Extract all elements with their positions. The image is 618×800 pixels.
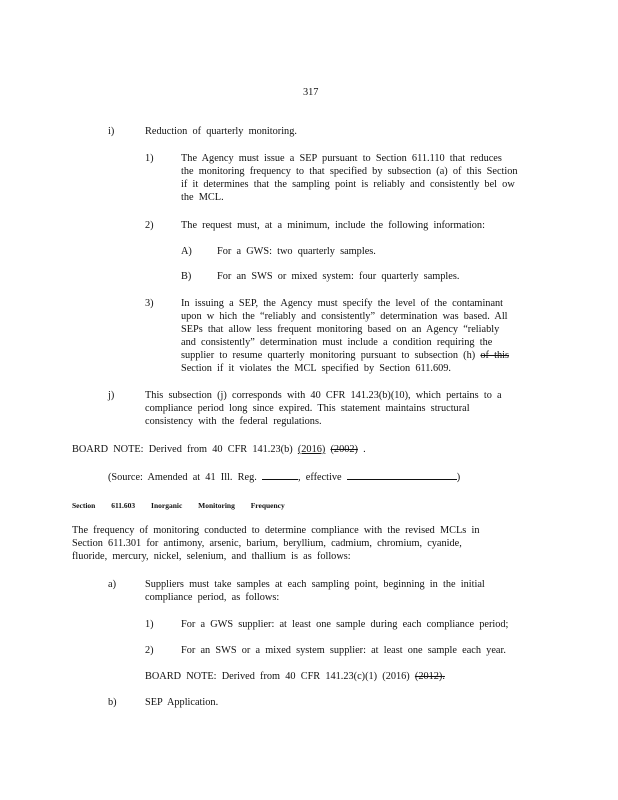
source-suffix: ) [456, 472, 461, 483]
paragraph-line: Section if it violates the MCL specified by Section 611.609. [181, 363, 452, 374]
subsection-b-title: SEP Application. [145, 697, 219, 708]
paragraph-line: upon w hich the “reliably and consistently” determination was based. All [181, 311, 508, 322]
item-number: 3) [145, 298, 154, 309]
item-number: 1) [145, 619, 154, 630]
board-note-suffix: . [442, 671, 445, 682]
paragraph-line: compliance period, as follows: [145, 592, 280, 603]
paragraph-line: compliance period long since expired. This statement maintains structural [145, 403, 470, 414]
item-number: 2) [145, 220, 154, 231]
paragraph-line: consistency with the federal regulations. [145, 416, 322, 427]
source-prefix: (Source: Amended at 41 Ill. Reg. [108, 472, 257, 483]
item-text: For an SWS or a mixed system supplier: at least one sample each year. [181, 645, 506, 656]
board-note [72, 443, 366, 456]
subsection-i-label: i) [108, 126, 115, 137]
item-number: 1) [145, 153, 154, 164]
board-note-text: BOARD NOTE: Derived from 40 CFR 141.23(c)(1) (2016) [145, 671, 410, 682]
subsection-j-label: j) [108, 390, 115, 401]
item-text: For a GWS supplier: at least one sample during each compliance period; [181, 619, 509, 630]
subsection-b-label: b) [108, 697, 117, 708]
paragraph-line: the monitoring frequency to that specified by subsection (a) of this Section [181, 166, 518, 177]
deleted-text: (2002) [330, 444, 358, 455]
page-number: 317 [303, 87, 319, 98]
paragraph-line: Suppliers must take samples at each sampling point, beginning in the initial [145, 579, 485, 590]
paragraph-line: fluoride, mercury, nickel, selenium, and thallium is as follows: [72, 551, 351, 562]
section-heading: Section 611.603 Inorganic Monitoring Frequency [72, 501, 285, 510]
paragraph-text: supplier to resume quarterly monitoring pursuant to subsection (h) [181, 350, 476, 361]
source-middle: , effective [298, 472, 342, 483]
register-blank [262, 470, 298, 480]
deleted-text: of this [480, 350, 510, 361]
deleted-text: (2012) [414, 671, 443, 682]
source-line [108, 470, 460, 484]
paragraph-line: The Agency must issue a SEP pursuant to Section 611.110 that reduces [181, 153, 502, 164]
board-note-text: BOARD NOTE: Derived from 40 CFR 141.23(b) [72, 444, 293, 455]
paragraph-line: The frequency of monitoring conducted to determine compliance with the revised MCLs in [72, 525, 480, 536]
paragraph-line [181, 349, 509, 362]
date-blank [347, 470, 457, 480]
paragraph-line: if it determines that the sampling point is reliably and consistently bel ow [181, 179, 515, 190]
paragraph-line: This subsection (j) corresponds with 40 CFR 141.23(b)(10), which pertains to a [145, 390, 502, 401]
subitem-text: For an SWS or mixed system: four quarterly samples. [217, 271, 460, 282]
paragraph-line: the MCL. [181, 192, 224, 203]
subitem-number: B) [181, 271, 192, 282]
board-note [145, 670, 445, 683]
subsection-a-label: a) [108, 579, 116, 590]
subsection-i-title: Reduction of quarterly monitoring. [145, 126, 297, 137]
paragraph-line: Section 611.301 for antimony, arsenic, barium, beryllium, cadmium, chromium, cyanide, [72, 538, 462, 549]
paragraph-line: and consistently” determination must include a condition requiring the [181, 337, 493, 348]
board-note-suffix: . [363, 444, 366, 455]
subitem-text: For a GWS: two quarterly samples. [217, 246, 376, 257]
subitem-number: A) [181, 246, 192, 257]
inserted-text: (2016) [297, 444, 326, 455]
paragraph-line: In issuing a SEP, the Agency must specify the level of the contaminant [181, 298, 504, 309]
item-number: 2) [145, 645, 154, 656]
paragraph-line: SEPs that allow less frequent monitoring based on an Agency “reliably [181, 324, 500, 335]
paragraph-line: The request must, at a minimum, include the following information: [181, 220, 485, 231]
